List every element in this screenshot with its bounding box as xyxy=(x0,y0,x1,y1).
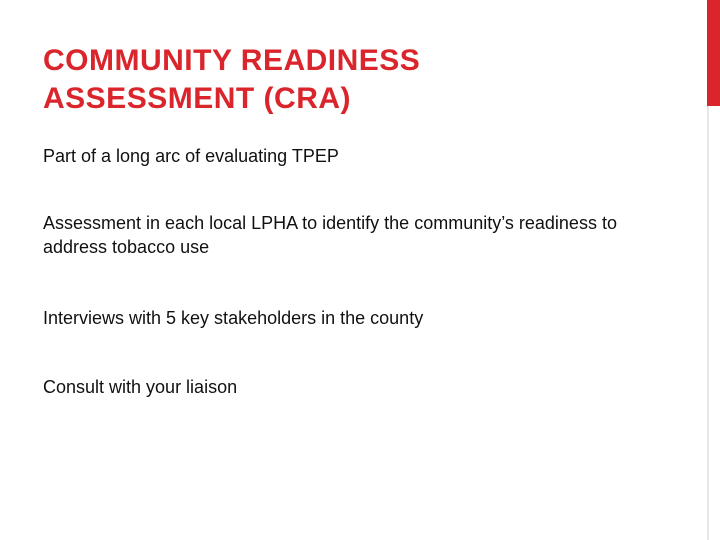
bullet-item: Assessment in each local LPHA to identify the community’s readiness to address tobacco use xyxy=(43,213,617,257)
red-accent-bar xyxy=(707,0,720,106)
slide-title xyxy=(43,42,683,118)
bullet-item: Consult with your liaison xyxy=(43,377,238,397)
bullet-item: Interviews with 5 key stakeholders in the county xyxy=(43,308,424,328)
title-line-2: ASSESSMENT (CRA) xyxy=(43,82,352,115)
bullet-item: Part of a long arc of evaluating TPEP xyxy=(43,146,339,166)
right-edge-divider xyxy=(707,106,709,540)
title-line-1: COMMUNITY READINESS xyxy=(43,44,421,77)
